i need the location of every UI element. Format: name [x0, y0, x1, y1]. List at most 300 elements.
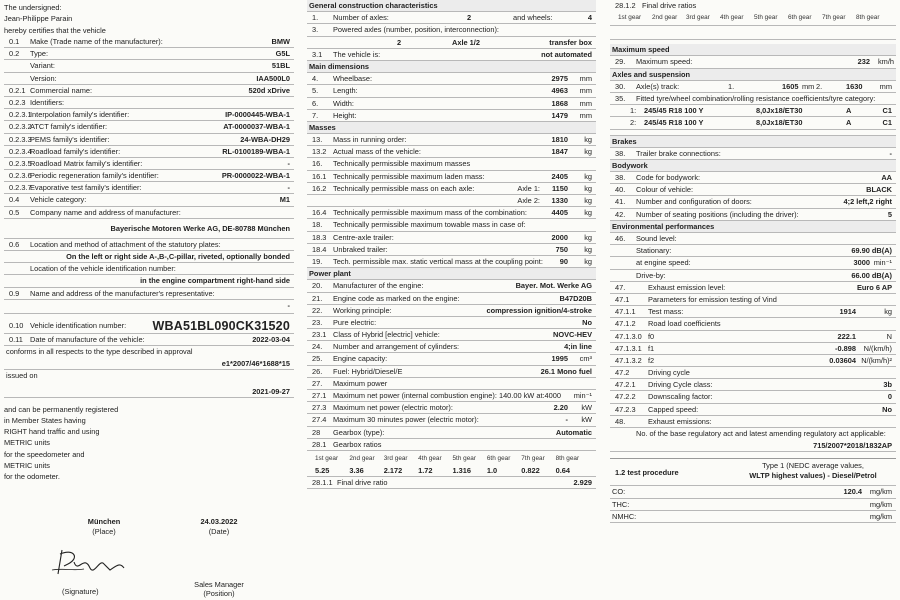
row-unit: mg/km	[869, 511, 892, 521]
row-number: 26.	[312, 366, 323, 376]
spec-row	[4, 170, 294, 182]
issued-date-row	[4, 386, 294, 398]
row-label: Maximum net power (internal combustion engine): 140.00 kW at:4000	[333, 391, 561, 400]
closing-line: for the odometer.	[4, 471, 60, 481]
section-environment	[610, 221, 896, 233]
gear-label: 4th gear	[418, 454, 442, 462]
row-label: Engine code as marked on the engine:	[333, 293, 460, 303]
row-value: Automatic	[555, 427, 592, 437]
row-unit: kg	[584, 135, 592, 145]
row-label: Tech. permissible max. static vertical mass at the coupling point:	[333, 256, 543, 266]
column-2	[307, 0, 596, 600]
row-number: 46.	[615, 234, 626, 243]
spec-row	[4, 158, 294, 170]
row-value: No	[882, 404, 892, 414]
row-unit: kg	[584, 196, 592, 205]
spec-row	[307, 341, 596, 353]
row-number: 0.5	[9, 207, 20, 217]
gear-ratio: 0.822	[521, 465, 540, 475]
gear-label: 6th gear	[788, 14, 812, 22]
spec-row	[4, 146, 294, 158]
row-value: 4963	[551, 86, 568, 96]
section-power	[307, 268, 596, 280]
row-value: 0.03604	[829, 355, 856, 365]
emission-row	[610, 331, 896, 343]
row-number: 7.	[312, 110, 319, 120]
row-label: Pure electric:	[333, 317, 377, 327]
row-number: 22.	[312, 305, 323, 315]
row-label: Code for bodywork:	[636, 173, 701, 183]
row-label: Driving Cycle class:	[648, 380, 713, 390]
row-value: 1479	[551, 110, 568, 120]
row-label: Type:	[30, 49, 49, 59]
gear-label: 2nd gear	[349, 454, 375, 462]
row-number: 0.6	[9, 239, 20, 249]
axle-2-unit: mm	[879, 81, 892, 91]
row-unit: kg	[584, 183, 592, 193]
tyre-rows	[610, 105, 896, 129]
powered-interconnection: transfer box	[549, 37, 592, 47]
row-value: 24-WBA-DH29	[240, 134, 290, 144]
row-value: NOVC-HEV	[552, 330, 592, 340]
row-number: 16.4	[312, 208, 327, 218]
row-label: f0	[648, 331, 655, 341]
row-value: not automated	[541, 49, 592, 59]
spec-row	[307, 390, 596, 402]
issued-label: issued on	[6, 371, 38, 381]
row-label: Driving cycle	[648, 368, 690, 378]
spec-row	[307, 207, 596, 219]
row-label: Test mass:	[648, 307, 684, 317]
row-value: AT-0000037-WBA-1	[223, 122, 290, 132]
row-value: IAA500L0	[256, 73, 290, 83]
row-value: 1150	[551, 183, 568, 193]
row-unit: kg	[584, 147, 592, 157]
row-number: 0.2.3.6	[9, 171, 32, 181]
row-value: BMW	[271, 37, 290, 46]
row-label: Number of seating positions (including the driver):	[636, 209, 799, 219]
row-label: Vehicle category:	[30, 195, 87, 205]
spec-row	[4, 48, 294, 60]
speed-value: 232	[857, 57, 870, 67]
emission-row	[610, 404, 896, 416]
procedure-row	[610, 458, 896, 486]
row-number: 40.	[615, 185, 626, 195]
sound-rows	[610, 245, 896, 282]
procedure-type	[730, 461, 896, 481]
row-number: 27.3	[312, 403, 327, 413]
plates-value-row	[4, 251, 294, 263]
emission-rows	[610, 282, 896, 428]
spec-row	[307, 219, 596, 231]
row-label: Name and address of the manufacturer's representative:	[30, 288, 215, 298]
spec-row	[610, 209, 896, 221]
vin-location-row	[4, 263, 294, 275]
issued-date: 2021-09-27	[252, 386, 290, 396]
row-value: 1847	[551, 147, 568, 157]
row-number: 0.2.3.3	[9, 134, 32, 144]
manufacturer-address-row	[4, 219, 294, 239]
row-number: 27.4	[312, 415, 327, 425]
row-label: Interpolation family's identifier:	[30, 110, 130, 120]
row-number: 3.1	[312, 49, 323, 59]
gear-label: 7th gear	[521, 454, 545, 462]
approval-row	[4, 358, 294, 370]
row-number: 27.	[312, 378, 323, 388]
row-number: 47.1.3.1	[615, 343, 642, 353]
row-value: M1	[279, 195, 290, 205]
row-label: Technically permissible maximum laden mass:	[333, 171, 485, 181]
row-number: 0.2.3.2	[9, 122, 32, 132]
tyre-row	[610, 105, 896, 117]
spec-row	[307, 146, 596, 158]
spec-row	[307, 366, 596, 378]
closing-line: and can be permanently registered	[4, 404, 119, 414]
row-unit: mm	[579, 86, 592, 96]
spec-row	[307, 378, 596, 390]
row-label: Technically permissible maximum mass of the combination:	[333, 208, 527, 218]
spec-row	[4, 60, 294, 72]
bodywork-rows	[610, 172, 896, 221]
row-label: Commercial name:	[30, 85, 93, 95]
row-number: 16.1	[312, 171, 327, 181]
row-label: Number and arrangement of cylinders:	[333, 342, 460, 352]
row-label: ATCT family's identifier:	[30, 122, 108, 132]
row-value: 4;2 left,2 right	[843, 197, 892, 207]
spec-row	[4, 36, 294, 48]
row-label: Class of Hybrid [electric] vehicle:	[333, 330, 440, 340]
row-unit: kg	[584, 171, 592, 181]
row-value: 120.4	[843, 487, 862, 497]
axle-1-label: 1.	[728, 81, 735, 91]
sound-row	[610, 233, 896, 245]
section-title: Maximum speed	[612, 45, 670, 55]
row-number: 0.2.3.5	[9, 158, 32, 168]
spec-row	[307, 85, 596, 97]
row-label: Drive-by:	[636, 270, 666, 280]
row-label: THC:	[612, 499, 630, 509]
final-drive-value: 2.929	[573, 477, 592, 487]
emission-value-row	[610, 511, 896, 523]
gear-label: 1st gear	[315, 454, 339, 462]
spec-row	[307, 171, 596, 183]
spec-row	[307, 110, 596, 122]
power-rows	[307, 280, 596, 451]
procedure-line: Type 1 (NEDC average values,	[762, 461, 864, 471]
gear-label: 7th gear	[822, 14, 846, 22]
row-unit: cm³	[579, 354, 592, 364]
spec-row	[307, 244, 596, 256]
row-value: Euro 6 AP	[856, 282, 892, 292]
row-number: 28.1.2	[615, 1, 636, 10]
vehicle-is-row	[307, 49, 596, 61]
powered-number: 2	[397, 37, 402, 47]
column-1	[4, 0, 294, 600]
closing-line: in Member States having	[4, 415, 86, 425]
row-label: Road load coefficients	[648, 319, 721, 329]
row-unit: mm	[579, 74, 592, 84]
row-number: 0.2.3	[9, 97, 26, 107]
row-label: No. of the base regulatory act and latest amending regulatory act applicable:	[636, 429, 886, 438]
spec-row	[307, 293, 596, 305]
row-value: 2.20	[553, 403, 568, 413]
tyre-index: 1:	[630, 106, 637, 116]
row-value: Bayer. Mot. Werke AG	[515, 281, 592, 291]
gear-label: 8th gear	[856, 14, 880, 22]
spec-row	[610, 196, 896, 208]
row-unit: mm	[579, 110, 592, 120]
gear-label: 3rd gear	[686, 14, 710, 22]
speed-unit: km/h	[877, 57, 894, 67]
row-label: Identifiers:	[30, 97, 65, 107]
vin-value: WBA51BL090CK31520	[152, 318, 290, 333]
row-value: PR-0000022-WBA-1	[221, 171, 290, 181]
emission-row	[610, 355, 896, 367]
row-number: 20.	[312, 281, 323, 291]
place-label: (Place)	[92, 527, 116, 536]
spec-row	[307, 280, 596, 292]
row-value: 90	[559, 256, 568, 266]
spec-row	[4, 85, 294, 97]
row-number: 28	[312, 427, 321, 437]
row-unit: N	[886, 331, 892, 341]
row-number: 47.1.2	[615, 319, 636, 329]
row-unit: mg/km	[869, 499, 892, 509]
row-label: Maximum speed:	[636, 57, 693, 67]
manufacture-date: 2022-03-04	[252, 334, 290, 344]
row-label: Make (Trade name of the manufacturer):	[30, 37, 163, 46]
section-title: Masses	[309, 122, 336, 132]
row-number: 0.10	[9, 320, 24, 330]
spec-row	[307, 402, 596, 414]
brakes-row	[610, 148, 896, 160]
row-label: Roadload family's identifier:	[30, 146, 121, 156]
row-label: Technically permissible maximum towable mass in case of:	[333, 220, 526, 230]
wheels-label: and wheels:	[513, 13, 553, 23]
section-title: Environmental performances	[612, 221, 715, 231]
gear-label: 1st gear	[618, 14, 642, 22]
row-unit: kg	[584, 208, 592, 218]
row-label: PEMS family's identifier:	[30, 134, 110, 144]
row-label: Mass in running order:	[333, 135, 407, 145]
row-number: 47.1.3.0	[615, 331, 642, 341]
gear-ratio: 1.316	[452, 465, 471, 475]
issued-row	[4, 370, 294, 382]
row-label: Technically permissible maximum masses	[333, 159, 471, 169]
spec-row	[307, 232, 596, 244]
tyre-size: 245/45 R18 100 Y	[644, 118, 704, 128]
representative-row	[4, 288, 294, 300]
row-value: -	[287, 183, 290, 193]
section-masses	[307, 122, 596, 134]
emission-row	[610, 391, 896, 403]
tyre-size: 245/45 R18 100 Y	[644, 106, 704, 116]
intro-line: The undersigned:	[4, 3, 62, 12]
tyre-class: A	[846, 106, 852, 116]
row-value: B47D20B	[559, 293, 592, 303]
row-value: 26.1 Mono fuel	[540, 366, 592, 376]
gear-labels	[610, 12, 896, 26]
row-label: Stationary:	[636, 246, 672, 256]
row-label: Periodic regeneration family's identifier:	[30, 171, 159, 181]
position: Sales Manager	[194, 580, 244, 589]
date-block	[189, 517, 249, 537]
sound-row	[610, 257, 896, 269]
row-label: Maximum net power (electric motor):	[333, 403, 453, 413]
gear-ratio: 5.25	[315, 465, 330, 475]
axle-2-label: 2.	[816, 81, 823, 91]
section-brakes	[610, 136, 896, 148]
emission-row	[610, 294, 896, 306]
emission-value-row	[610, 499, 896, 511]
spec-row	[4, 121, 294, 133]
row-label: Trailer brake connections:	[636, 148, 721, 158]
section-title: Bodywork	[612, 160, 648, 170]
powered-axles-values	[307, 37, 596, 49]
spec-row	[4, 97, 294, 109]
row-label: Actual mass of the vehicle:	[333, 147, 421, 157]
row-number: 28.1.1	[312, 477, 333, 487]
row-value: 5	[887, 209, 892, 219]
row-label: Manufacturer of the engine:	[333, 281, 424, 291]
gear-label: 6th gear	[486, 454, 511, 462]
vin-location-value-row	[4, 275, 294, 287]
row-number: 23.	[312, 317, 323, 327]
row-number: 1.	[312, 13, 319, 23]
row-number: 3.	[312, 25, 319, 35]
row-number: 4.	[312, 74, 319, 84]
gear-label: 4th gear	[720, 14, 744, 22]
row-number: 47.2.3	[615, 404, 636, 414]
row-label: Height:	[333, 110, 357, 120]
date-label: (Date)	[208, 527, 230, 536]
row-unit: N/(km/h)²	[861, 355, 892, 365]
dimension-rows	[307, 73, 596, 122]
row-value: -	[287, 158, 290, 168]
row-value: 3000	[853, 258, 870, 268]
section-title: Power plant	[309, 269, 351, 279]
gear-labels	[307, 451, 596, 465]
row-label: Sound level:	[636, 234, 677, 243]
conforms-row	[4, 346, 294, 358]
section-speed	[610, 44, 896, 56]
spec-row	[4, 134, 294, 146]
spec-row	[4, 109, 294, 121]
row-label: Final drive ratios	[642, 1, 697, 10]
row-value: 1868	[551, 98, 568, 108]
position-block	[184, 580, 254, 598]
row-number: 47.	[615, 282, 626, 292]
row-label: Capped speed:	[648, 404, 699, 414]
row-label: f1	[648, 343, 655, 353]
row-label: Working principle:	[333, 305, 392, 315]
row-number: 13.	[312, 135, 323, 145]
row-unit: kW	[581, 415, 592, 425]
place-block	[74, 517, 134, 537]
row-label: Variant:	[30, 61, 55, 71]
axle-2-track: 1630	[846, 81, 863, 91]
intro	[4, 0, 294, 36]
row-number: 47.1.3.2	[615, 355, 642, 365]
emission-value-row	[610, 486, 896, 498]
gear-ratio: 0.64	[555, 465, 571, 475]
row-number: 16.	[312, 159, 323, 169]
row-value: 1810	[551, 135, 568, 145]
row-label: Width:	[333, 98, 354, 108]
row-label: Number and configuration of doors:	[636, 197, 752, 207]
row-value: -	[889, 148, 892, 158]
axles-row	[307, 12, 596, 24]
row-label: Wheelbase:	[333, 74, 373, 84]
row-label: Location and method of attachment of the statutory plates:	[30, 239, 221, 249]
row-unit: mg/km	[869, 487, 892, 497]
row-label: Maximum power	[333, 378, 388, 388]
emission-row	[610, 282, 896, 294]
base-act-value-row	[610, 440, 896, 452]
tyre-category: C1	[882, 106, 892, 116]
row-number: 6.	[312, 98, 319, 108]
row-value: IP-0000445-WBA-1	[225, 110, 290, 120]
conforms-text: conforms in all respects to the type described in approval	[6, 346, 193, 356]
signature-label: (Signature)	[62, 587, 99, 596]
closing-line: for the speedometer and	[4, 449, 85, 459]
row-value: 69.90 dB(A)	[851, 246, 892, 256]
procedure-label: 1.2 test procedure	[615, 468, 679, 478]
spec-row	[307, 134, 596, 146]
gear-label: 8th gear	[555, 454, 580, 462]
spec-row	[307, 317, 596, 329]
position-label: (Position)	[203, 589, 235, 598]
row-value: 750	[555, 244, 568, 254]
gear-label: 5th gear	[754, 14, 778, 22]
section-bodywork	[610, 160, 896, 172]
row-number: 23.1	[312, 330, 327, 340]
row-number: 47.2.1	[615, 380, 636, 390]
row-label: Gearbox ratios	[333, 439, 382, 449]
row-label: Unbraked trailer:	[333, 244, 388, 254]
vin-location-value: in the engine compartment right-hand side	[140, 276, 290, 286]
row-value: 2000	[551, 232, 568, 242]
tyre-index: 2:	[630, 118, 637, 128]
row-number: 18.3	[312, 232, 327, 242]
row-number: 35.	[615, 93, 626, 103]
row-value: No	[582, 317, 592, 327]
row-label: Version:	[30, 73, 57, 83]
row-number: 19.	[312, 256, 323, 266]
row-label: NMHC:	[612, 511, 637, 521]
row-label: Axle(s) track:	[636, 81, 680, 91]
row-unit: kW	[581, 403, 592, 413]
row-unit: kg	[584, 256, 592, 266]
emission-row	[610, 318, 896, 330]
row-number: 0.2.1	[9, 85, 26, 95]
manufacturer-address: Bayerische Motoren Werke AG, DE-80788 München	[110, 223, 290, 233]
mass-rows	[307, 134, 596, 268]
tyre-row	[610, 117, 896, 129]
section-title: Axles and suspension	[612, 69, 691, 79]
base-act-value: 715/2007*2018/1832AP	[813, 441, 892, 451]
column-3	[610, 0, 896, 600]
row-unit: min⁻¹	[873, 258, 892, 268]
gear-label: 2nd gear	[652, 14, 678, 22]
row-unit: kg	[884, 307, 892, 317]
row-number: 0.2.3.7	[9, 183, 32, 193]
section-general	[307, 0, 596, 12]
row-number: 18.4	[312, 244, 327, 254]
row-number: 41.	[615, 197, 626, 207]
spec-row	[307, 195, 596, 207]
row-number: 25.	[312, 354, 323, 364]
